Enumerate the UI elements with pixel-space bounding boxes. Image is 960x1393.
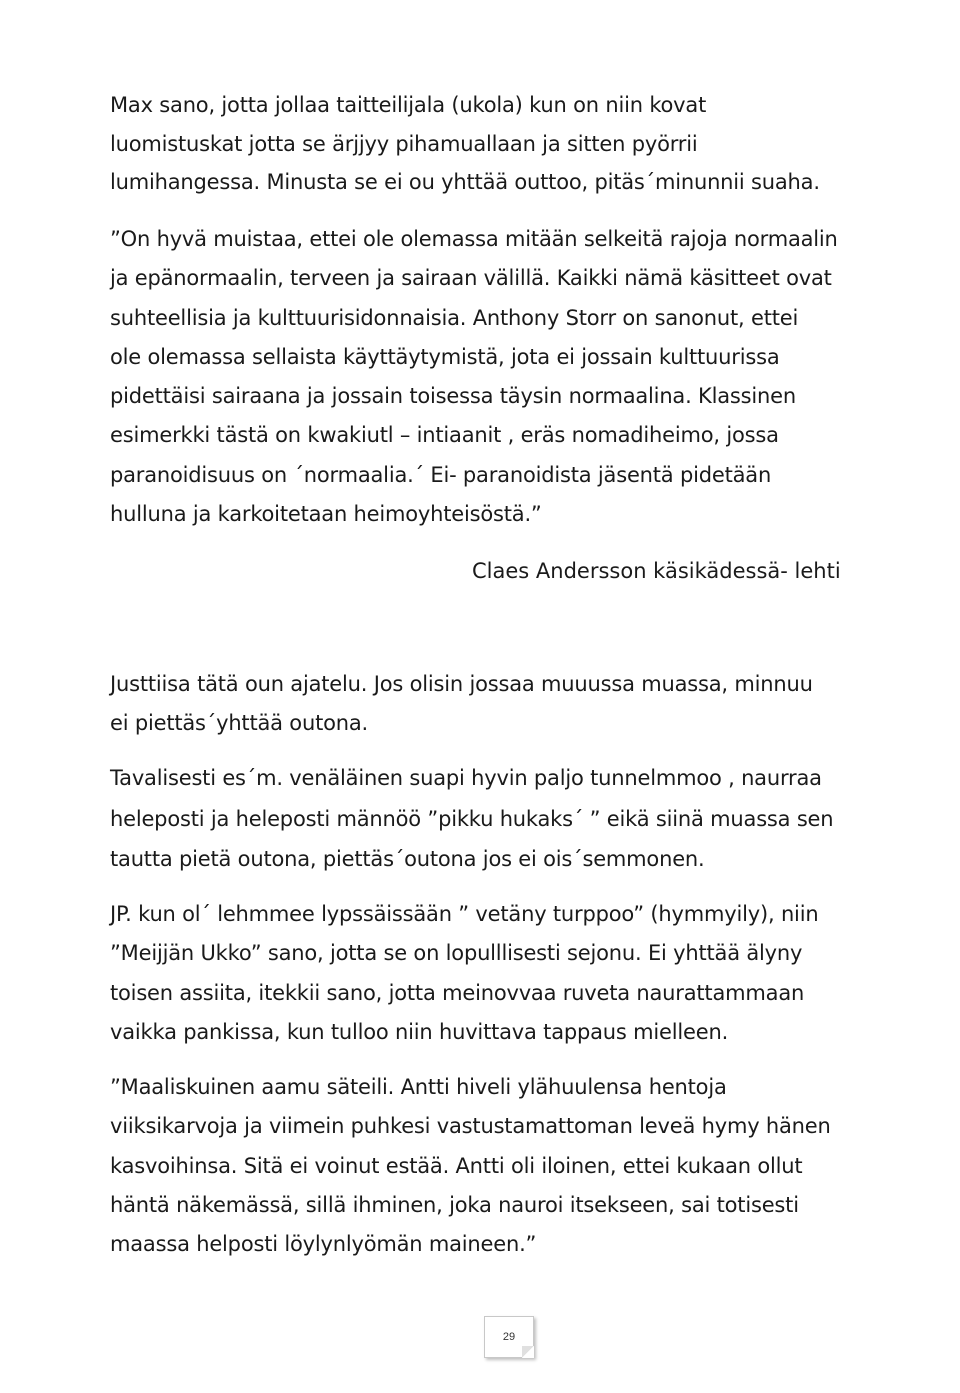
text-line: Tavalisesti es´m. venäläinen suapi hyvin paljo tunnelmmoo , naurraa: [110, 766, 822, 790]
text-line: ”On hyvä muistaa, ettei ole olemassa mitään selkeitä rajoja normaalin: [110, 227, 838, 251]
paragraph-justtiisa: [110, 665, 900, 742]
quote-paragraph: [110, 220, 900, 534]
text-line: JP. kun ol´ lehmmee lypssäissään ” vetäny turppoo” (hymmyily), niin: [110, 902, 819, 926]
paragraph-jp: [110, 895, 900, 1052]
text-line: vaikka pankissa, kun tulloo niin huvittava tappaus mielleen.: [110, 1019, 729, 1044]
text-line: Justtiisa tätä oun ajatelu. Jos olisin jossaa muuussa muassa, minnuu: [110, 672, 813, 696]
text-line: kasvoihinsa. Sitä ei voinut estää. Antti oli iloinen, ettei kukaan ollut: [110, 1153, 803, 1178]
text-line: suhteellisia ja kulttuurisidonnaisia. Anthony Storr on sanonut, ettei: [110, 305, 799, 330]
text-line: viiksikarvoja ja viimein puhkesi vastustamattoman leveä hymy hänen: [110, 1114, 831, 1139]
text-line: maassa helposti löylynlyömän maineen.”: [110, 1232, 537, 1257]
paragraph-tavalisesti: [110, 758, 900, 880]
text-line: luomistuskat jotta se ärjjyy pihamuallaan ja sitten pyörrii: [110, 131, 698, 156]
text-line: tautta pietä outona, piettäs´outona jos ei ois´semmonen.: [110, 847, 705, 871]
page-curl-icon: [522, 1346, 534, 1358]
text-line: hulluna ja karkoitetaan heimoyhteisöstä.”: [110, 502, 542, 527]
text-line: toisen assiita, itekkii sano, jotta meinovvaa ruveta naurattammaan: [110, 980, 805, 1005]
quote-attribution: Claes Andersson käsikädessä- lehti: [472, 559, 841, 583]
text-line: paranoidisuus on ´normaalia.´ Ei- paranoidista jäsentä pidetään: [110, 462, 772, 487]
text-line: esimerkki tästä on kwakiutl – intiaanit , eräs nomadiheimo, jossa: [110, 423, 779, 448]
paragraph-max-sano: [110, 86, 900, 202]
text-line: ole olemassa sellaista käyttäytymistä, jota ei jossain kulttuurissa: [110, 344, 780, 369]
text-line: heleposti ja heleposti männöö ”pikku hukaks´ ” eikä siinä muassa sen: [110, 806, 834, 831]
text-line: ei piettäs´yhttää outona.: [110, 710, 369, 735]
text-line: Max sano, jotta jollaa taitteilijala (ukola) kun on niin kovat: [110, 93, 707, 117]
page-number: 29: [502, 1331, 516, 1343]
text-line: ”Maaliskuinen aamu säteili. Antti hiveli ylähuulensa hentoja: [110, 1075, 727, 1099]
text-line: häntä näkemässä, sillä ihminen, joka nauroi itsekseen, sai totisesti: [110, 1192, 799, 1217]
text-line: ja epänormaalin, terveen ja sairaan välillä. Kaikki nämä käsitteet ovat: [110, 266, 832, 291]
text-line: ”Meijjän Ukko” sano, jotta se on lopulllisesti sejonu. Ei yhttää älyny: [110, 941, 803, 966]
text-line: lumihangessa. Minusta se ei ou yhttää outtoo, pitäs´minunnii suaha.: [110, 170, 820, 194]
paragraph-maaliskuinen: [110, 1068, 900, 1264]
text-line: pidettäisi sairaana ja jossain toisessa täysin normaalina. Klassinen: [110, 384, 796, 409]
page-number-box: [484, 1316, 534, 1358]
